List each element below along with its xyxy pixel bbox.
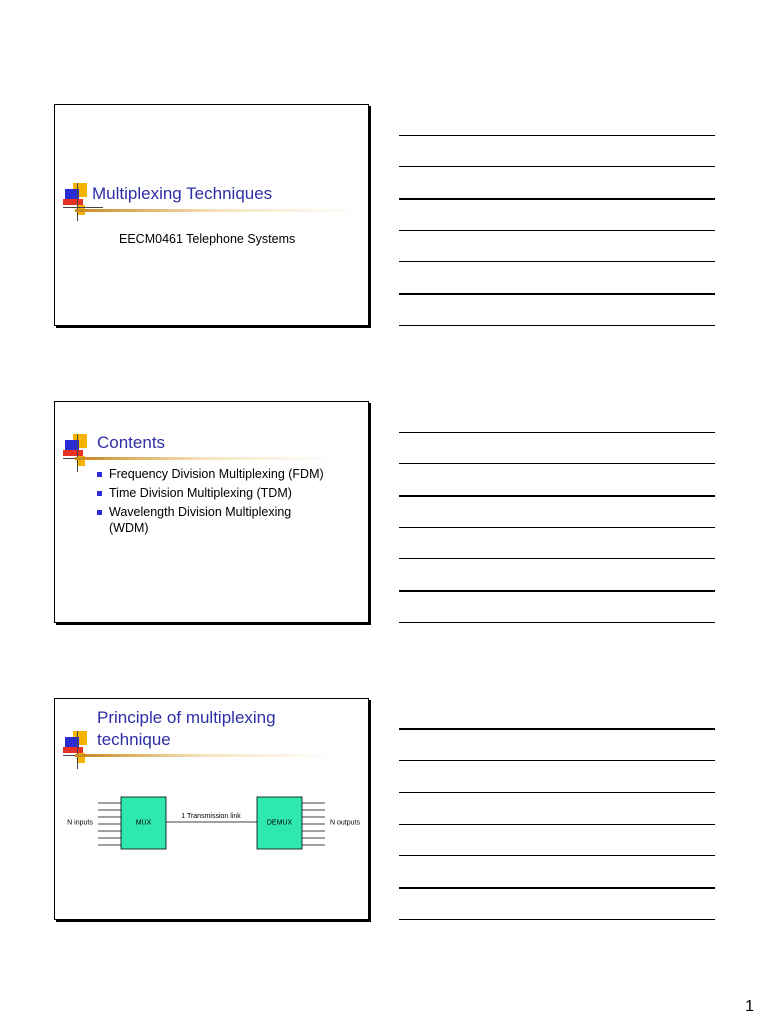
slide-subtitle: EECM0461 Telephone Systems xyxy=(119,232,296,246)
page-number: 1 xyxy=(745,998,754,1015)
slide-3 xyxy=(54,698,369,920)
multiplexing-diagram xyxy=(55,699,368,919)
inputs-label: N inputs xyxy=(67,819,93,827)
notes-lines-3 xyxy=(399,698,715,918)
link-label: 1 Transmission link xyxy=(181,813,241,820)
outputs-label: N outputs xyxy=(330,819,360,827)
bullet-item: Wavelength Division Multiplexing (WDM) xyxy=(97,504,319,536)
bullet-list xyxy=(97,466,324,539)
slide-title: Multiplexing Techniques xyxy=(92,184,273,203)
output-lines xyxy=(302,803,325,845)
bullet-square-icon xyxy=(97,491,102,496)
slide-title-line-2: technique xyxy=(97,730,171,749)
slide-1 xyxy=(54,104,369,326)
slide-title: Contents xyxy=(97,433,166,452)
title-underline xyxy=(75,457,335,460)
bullet-square-icon xyxy=(97,510,102,515)
slide-title-line-1: Principle of multiplexing xyxy=(97,708,276,727)
mux-label: MUX xyxy=(135,819,152,827)
bullet-item: Time Division Multiplexing (TDM) xyxy=(97,485,324,501)
demux-label: DEMUX xyxy=(266,819,293,827)
input-lines xyxy=(98,803,121,845)
notes-lines-2 xyxy=(399,401,715,621)
bullet-square-icon xyxy=(97,472,102,477)
bullet-item: Frequency Division Multiplexing (FDM) xyxy=(97,466,324,482)
slide-2 xyxy=(54,401,369,623)
notes-lines-1 xyxy=(399,104,715,324)
title-underline xyxy=(75,209,365,212)
